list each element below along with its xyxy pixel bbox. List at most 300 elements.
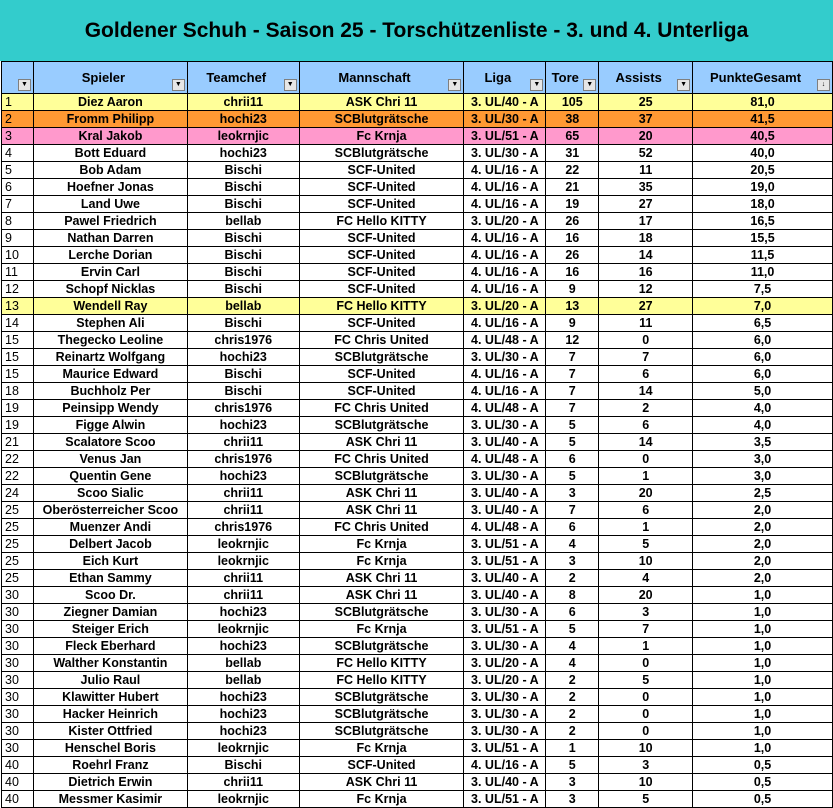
cell-assists[interactable]: 1 bbox=[599, 519, 693, 536]
cell-mannschaft[interactable]: SCBlutgrätsche bbox=[299, 638, 464, 655]
cell-rank[interactable]: 22 bbox=[2, 451, 34, 468]
cell-liga[interactable]: 4. UL/16 - A bbox=[464, 196, 546, 213]
filter-dropdown-icon[interactable]: ▼ bbox=[18, 79, 31, 91]
cell-spieler[interactable]: Fleck Eberhard bbox=[33, 638, 187, 655]
cell-spieler[interactable]: Klawitter Hubert bbox=[33, 689, 187, 706]
cell-liga[interactable]: 3. UL/51 - A bbox=[464, 553, 546, 570]
cell-mannschaft[interactable]: ASK Chri 11 bbox=[299, 774, 464, 791]
cell-mannschaft[interactable]: SCBlutgrätsche bbox=[299, 723, 464, 740]
cell-teamchef[interactable]: bellab bbox=[187, 213, 299, 230]
cell-rank[interactable]: 30 bbox=[2, 740, 34, 757]
cell-mannschaft[interactable]: SCF-United bbox=[299, 281, 464, 298]
cell-mannschaft[interactable]: ASK Chri 11 bbox=[299, 502, 464, 519]
cell-liga[interactable]: 4. UL/16 - A bbox=[464, 366, 546, 383]
cell-mannschaft[interactable]: ASK Chri 11 bbox=[299, 587, 464, 604]
cell-tore[interactable]: 31 bbox=[546, 145, 599, 162]
cell-spieler[interactable]: Bott Eduard bbox=[33, 145, 187, 162]
cell-liga[interactable]: 3. UL/51 - A bbox=[464, 536, 546, 553]
cell-mannschaft[interactable]: SCF-United bbox=[299, 383, 464, 400]
cell-teamchef[interactable]: Bischi bbox=[187, 757, 299, 774]
cell-assists[interactable]: 6 bbox=[599, 417, 693, 434]
cell-rank[interactable]: 3 bbox=[2, 128, 34, 145]
cell-rank[interactable]: 19 bbox=[2, 417, 34, 434]
cell-mannschaft[interactable]: SCBlutgrätsche bbox=[299, 417, 464, 434]
cell-liga[interactable]: 3. UL/40 - A bbox=[464, 94, 546, 111]
cell-mannschaft[interactable]: SCF-United bbox=[299, 179, 464, 196]
cell-tore[interactable]: 7 bbox=[546, 366, 599, 383]
cell-punkte[interactable]: 18,0 bbox=[693, 196, 833, 213]
cell-mannschaft[interactable]: SCF-United bbox=[299, 366, 464, 383]
cell-tore[interactable]: 3 bbox=[546, 485, 599, 502]
cell-liga[interactable]: 4. UL/16 - A bbox=[464, 247, 546, 264]
cell-spieler[interactable]: Steiger Erich bbox=[33, 621, 187, 638]
cell-spieler[interactable]: Quentin Gene bbox=[33, 468, 187, 485]
cell-mannschaft[interactable]: SCBlutgrätsche bbox=[299, 468, 464, 485]
cell-spieler[interactable]: Kister Ottfried bbox=[33, 723, 187, 740]
cell-rank[interactable]: 1 bbox=[2, 94, 34, 111]
cell-assists[interactable]: 0 bbox=[599, 332, 693, 349]
cell-mannschaft[interactable]: FC Chris United bbox=[299, 332, 464, 349]
cell-rank[interactable]: 19 bbox=[2, 400, 34, 417]
cell-liga[interactable]: 3. UL/40 - A bbox=[464, 485, 546, 502]
cell-tore[interactable]: 9 bbox=[546, 281, 599, 298]
cell-tore[interactable]: 2 bbox=[546, 723, 599, 740]
cell-teamchef[interactable]: leokrnjic bbox=[187, 553, 299, 570]
cell-rank[interactable]: 9 bbox=[2, 230, 34, 247]
cell-spieler[interactable]: Stephen Ali bbox=[33, 315, 187, 332]
cell-teamchef[interactable]: chrii11 bbox=[187, 485, 299, 502]
cell-tore[interactable]: 5 bbox=[546, 621, 599, 638]
cell-teamchef[interactable]: chrii11 bbox=[187, 570, 299, 587]
cell-mannschaft[interactable]: FC Hello KITTY bbox=[299, 672, 464, 689]
cell-spieler[interactable]: Wendell Ray bbox=[33, 298, 187, 315]
cell-rank[interactable]: 30 bbox=[2, 706, 34, 723]
cell-teamchef[interactable]: Bischi bbox=[187, 281, 299, 298]
cell-mannschaft[interactable]: SCBlutgrätsche bbox=[299, 145, 464, 162]
cell-punkte[interactable]: 1,0 bbox=[693, 604, 833, 621]
cell-tore[interactable]: 2 bbox=[546, 706, 599, 723]
cell-teamchef[interactable]: Bischi bbox=[187, 162, 299, 179]
cell-rank[interactable]: 15 bbox=[2, 349, 34, 366]
filter-dropdown-icon[interactable]: ▼ bbox=[530, 79, 543, 91]
cell-tore[interactable]: 13 bbox=[546, 298, 599, 315]
cell-rank[interactable]: 40 bbox=[2, 774, 34, 791]
cell-tore[interactable]: 12 bbox=[546, 332, 599, 349]
cell-punkte[interactable]: 1,0 bbox=[693, 723, 833, 740]
cell-tore[interactable]: 26 bbox=[546, 247, 599, 264]
cell-spieler[interactable]: Scalatore Scoo bbox=[33, 434, 187, 451]
cell-mannschaft[interactable]: Fc Krnja bbox=[299, 553, 464, 570]
cell-rank[interactable]: 25 bbox=[2, 536, 34, 553]
cell-liga[interactable]: 4. UL/48 - A bbox=[464, 451, 546, 468]
cell-spieler[interactable]: Scoo Sialic bbox=[33, 485, 187, 502]
cell-assists[interactable]: 7 bbox=[599, 621, 693, 638]
cell-spieler[interactable]: Oberösterreicher Scoo bbox=[33, 502, 187, 519]
cell-tore[interactable]: 2 bbox=[546, 570, 599, 587]
cell-rank[interactable]: 21 bbox=[2, 434, 34, 451]
cell-teamchef[interactable]: leokrnjic bbox=[187, 621, 299, 638]
cell-punkte[interactable]: 1,0 bbox=[693, 740, 833, 757]
cell-mannschaft[interactable]: FC Chris United bbox=[299, 400, 464, 417]
cell-assists[interactable]: 5 bbox=[599, 672, 693, 689]
cell-spieler[interactable]: Hacker Heinrich bbox=[33, 706, 187, 723]
cell-teamchef[interactable]: hochi23 bbox=[187, 638, 299, 655]
cell-liga[interactable]: 3. UL/40 - A bbox=[464, 587, 546, 604]
cell-tore[interactable]: 7 bbox=[546, 400, 599, 417]
cell-punkte[interactable]: 1,0 bbox=[693, 587, 833, 604]
cell-teamchef[interactable]: hochi23 bbox=[187, 145, 299, 162]
cell-punkte[interactable]: 11,5 bbox=[693, 247, 833, 264]
cell-assists[interactable]: 27 bbox=[599, 298, 693, 315]
cell-assists[interactable]: 2 bbox=[599, 400, 693, 417]
cell-mannschaft[interactable]: ASK Chri 11 bbox=[299, 570, 464, 587]
cell-liga[interactable]: 3. UL/51 - A bbox=[464, 791, 546, 808]
cell-liga[interactable]: 4. UL/48 - A bbox=[464, 332, 546, 349]
cell-assists[interactable]: 12 bbox=[599, 281, 693, 298]
cell-spieler[interactable]: Ethan Sammy bbox=[33, 570, 187, 587]
cell-tore[interactable]: 8 bbox=[546, 587, 599, 604]
cell-assists[interactable]: 14 bbox=[599, 383, 693, 400]
cell-teamchef[interactable]: chrii11 bbox=[187, 774, 299, 791]
cell-punkte[interactable]: 4,0 bbox=[693, 417, 833, 434]
cell-liga[interactable]: 4. UL/16 - A bbox=[464, 162, 546, 179]
cell-liga[interactable]: 3. UL/30 - A bbox=[464, 689, 546, 706]
cell-assists[interactable]: 35 bbox=[599, 179, 693, 196]
cell-spieler[interactable]: Figge Alwin bbox=[33, 417, 187, 434]
cell-assists[interactable]: 0 bbox=[599, 706, 693, 723]
cell-spieler[interactable]: Venus Jan bbox=[33, 451, 187, 468]
cell-mannschaft[interactable]: FC Hello KITTY bbox=[299, 213, 464, 230]
cell-punkte[interactable]: 1,0 bbox=[693, 706, 833, 723]
cell-assists[interactable]: 17 bbox=[599, 213, 693, 230]
cell-punkte[interactable]: 40,5 bbox=[693, 128, 833, 145]
cell-punkte[interactable]: 6,0 bbox=[693, 366, 833, 383]
cell-assists[interactable]: 14 bbox=[599, 434, 693, 451]
cell-teamchef[interactable]: hochi23 bbox=[187, 706, 299, 723]
cell-tore[interactable]: 5 bbox=[546, 434, 599, 451]
cell-rank[interactable]: 7 bbox=[2, 196, 34, 213]
cell-punkte[interactable]: 1,0 bbox=[693, 655, 833, 672]
cell-mannschaft[interactable]: SCBlutgrätsche bbox=[299, 604, 464, 621]
cell-tore[interactable]: 65 bbox=[546, 128, 599, 145]
cell-tore[interactable]: 5 bbox=[546, 757, 599, 774]
cell-tore[interactable]: 1 bbox=[546, 740, 599, 757]
cell-teamchef[interactable]: chrii11 bbox=[187, 587, 299, 604]
cell-spieler[interactable]: Julio Raul bbox=[33, 672, 187, 689]
cell-rank[interactable]: 14 bbox=[2, 315, 34, 332]
cell-teamchef[interactable]: Bischi bbox=[187, 383, 299, 400]
cell-spieler[interactable]: Lerche Dorian bbox=[33, 247, 187, 264]
cell-assists[interactable]: 4 bbox=[599, 570, 693, 587]
cell-punkte[interactable]: 15,5 bbox=[693, 230, 833, 247]
cell-assists[interactable]: 20 bbox=[599, 485, 693, 502]
cell-rank[interactable]: 12 bbox=[2, 281, 34, 298]
cell-spieler[interactable]: Bob Adam bbox=[33, 162, 187, 179]
cell-liga[interactable]: 3. UL/51 - A bbox=[464, 128, 546, 145]
filter-dropdown-icon[interactable]: ▼ bbox=[583, 79, 596, 91]
cell-mannschaft[interactable]: SCF-United bbox=[299, 230, 464, 247]
cell-spieler[interactable]: Ervin Carl bbox=[33, 264, 187, 281]
cell-rank[interactable]: 22 bbox=[2, 468, 34, 485]
cell-teamchef[interactable]: chris1976 bbox=[187, 451, 299, 468]
cell-punkte[interactable]: 3,5 bbox=[693, 434, 833, 451]
cell-mannschaft[interactable]: ASK Chri 11 bbox=[299, 94, 464, 111]
cell-rank[interactable]: 30 bbox=[2, 621, 34, 638]
cell-tore[interactable]: 22 bbox=[546, 162, 599, 179]
cell-assists[interactable]: 20 bbox=[599, 128, 693, 145]
cell-mannschaft[interactable]: SCBlutgrätsche bbox=[299, 689, 464, 706]
cell-tore[interactable]: 16 bbox=[546, 230, 599, 247]
cell-spieler[interactable]: Kral Jakob bbox=[33, 128, 187, 145]
cell-rank[interactable]: 11 bbox=[2, 264, 34, 281]
cell-tore[interactable]: 2 bbox=[546, 689, 599, 706]
cell-teamchef[interactable]: bellab bbox=[187, 655, 299, 672]
cell-tore[interactable]: 2 bbox=[546, 672, 599, 689]
cell-teamchef[interactable]: chrii11 bbox=[187, 434, 299, 451]
cell-assists[interactable]: 10 bbox=[599, 740, 693, 757]
cell-rank[interactable]: 40 bbox=[2, 757, 34, 774]
cell-tore[interactable]: 26 bbox=[546, 213, 599, 230]
cell-punkte[interactable]: 41,5 bbox=[693, 111, 833, 128]
cell-rank[interactable]: 5 bbox=[2, 162, 34, 179]
cell-teamchef[interactable]: Bischi bbox=[187, 247, 299, 264]
cell-punkte[interactable]: 2,0 bbox=[693, 502, 833, 519]
cell-assists[interactable]: 0 bbox=[599, 689, 693, 706]
cell-liga[interactable]: 3. UL/30 - A bbox=[464, 638, 546, 655]
cell-rank[interactable]: 30 bbox=[2, 655, 34, 672]
cell-teamchef[interactable]: bellab bbox=[187, 672, 299, 689]
cell-spieler[interactable]: Reinartz Wolfgang bbox=[33, 349, 187, 366]
cell-mannschaft[interactable]: FC Chris United bbox=[299, 451, 464, 468]
filter-dropdown-icon[interactable]: ▼ bbox=[172, 79, 185, 91]
cell-liga[interactable]: 4. UL/48 - A bbox=[464, 519, 546, 536]
cell-liga[interactable]: 3. UL/30 - A bbox=[464, 723, 546, 740]
cell-mannschaft[interactable]: Fc Krnja bbox=[299, 621, 464, 638]
cell-assists[interactable]: 14 bbox=[599, 247, 693, 264]
cell-rank[interactable]: 10 bbox=[2, 247, 34, 264]
cell-spieler[interactable]: Fromm Philipp bbox=[33, 111, 187, 128]
cell-spieler[interactable]: Ziegner Damian bbox=[33, 604, 187, 621]
cell-teamchef[interactable]: Bischi bbox=[187, 230, 299, 247]
cell-tore[interactable]: 6 bbox=[546, 519, 599, 536]
cell-liga[interactable]: 3. UL/40 - A bbox=[464, 774, 546, 791]
sort-descending-icon[interactable]: ↓ bbox=[817, 79, 830, 91]
cell-teamchef[interactable]: hochi23 bbox=[187, 689, 299, 706]
cell-teamchef[interactable]: hochi23 bbox=[187, 604, 299, 621]
cell-liga[interactable]: 3. UL/30 - A bbox=[464, 145, 546, 162]
cell-assists[interactable]: 20 bbox=[599, 587, 693, 604]
cell-teamchef[interactable]: Bischi bbox=[187, 196, 299, 213]
cell-assists[interactable]: 6 bbox=[599, 366, 693, 383]
cell-liga[interactable]: 4. UL/16 - A bbox=[464, 264, 546, 281]
cell-spieler[interactable]: Messmer Kasimir bbox=[33, 791, 187, 808]
filter-dropdown-icon[interactable]: ▼ bbox=[677, 79, 690, 91]
cell-assists[interactable]: 0 bbox=[599, 723, 693, 740]
cell-punkte[interactable]: 1,0 bbox=[693, 638, 833, 655]
cell-liga[interactable]: 3. UL/30 - A bbox=[464, 468, 546, 485]
cell-spieler[interactable]: Henschel Boris bbox=[33, 740, 187, 757]
cell-assists[interactable]: 0 bbox=[599, 655, 693, 672]
cell-liga[interactable]: 4. UL/16 - A bbox=[464, 230, 546, 247]
cell-liga[interactable]: 3. UL/51 - A bbox=[464, 621, 546, 638]
cell-punkte[interactable]: 81,0 bbox=[693, 94, 833, 111]
cell-liga[interactable]: 4. UL/16 - A bbox=[464, 315, 546, 332]
cell-teamchef[interactable]: leokrnjic bbox=[187, 791, 299, 808]
cell-assists[interactable]: 1 bbox=[599, 638, 693, 655]
cell-mannschaft[interactable]: Fc Krnja bbox=[299, 791, 464, 808]
cell-mannschaft[interactable]: SCF-United bbox=[299, 196, 464, 213]
cell-tore[interactable]: 105 bbox=[546, 94, 599, 111]
cell-teamchef[interactable]: Bischi bbox=[187, 179, 299, 196]
cell-liga[interactable]: 3. UL/30 - A bbox=[464, 604, 546, 621]
cell-mannschaft[interactable]: SCF-United bbox=[299, 264, 464, 281]
cell-punkte[interactable]: 20,5 bbox=[693, 162, 833, 179]
cell-tore[interactable]: 19 bbox=[546, 196, 599, 213]
cell-teamchef[interactable]: hochi23 bbox=[187, 723, 299, 740]
cell-rank[interactable]: 30 bbox=[2, 689, 34, 706]
cell-teamchef[interactable]: chris1976 bbox=[187, 332, 299, 349]
cell-tore[interactable]: 7 bbox=[546, 502, 599, 519]
cell-mannschaft[interactable]: SCF-United bbox=[299, 315, 464, 332]
cell-spieler[interactable]: Thegecko Leoline bbox=[33, 332, 187, 349]
cell-teamchef[interactable]: chrii11 bbox=[187, 502, 299, 519]
cell-teamchef[interactable]: hochi23 bbox=[187, 349, 299, 366]
cell-liga[interactable]: 3. UL/30 - A bbox=[464, 349, 546, 366]
cell-rank[interactable]: 30 bbox=[2, 672, 34, 689]
cell-rank[interactable]: 24 bbox=[2, 485, 34, 502]
cell-spieler[interactable]: Eich Kurt bbox=[33, 553, 187, 570]
cell-punkte[interactable]: 1,0 bbox=[693, 672, 833, 689]
cell-teamchef[interactable]: chris1976 bbox=[187, 519, 299, 536]
cell-spieler[interactable]: Pawel Friedrich bbox=[33, 213, 187, 230]
cell-punkte[interactable]: 7,0 bbox=[693, 298, 833, 315]
cell-rank[interactable]: 6 bbox=[2, 179, 34, 196]
cell-assists[interactable]: 27 bbox=[599, 196, 693, 213]
cell-rank[interactable]: 25 bbox=[2, 570, 34, 587]
cell-punkte[interactable]: 2,0 bbox=[693, 536, 833, 553]
cell-spieler[interactable]: Roehrl Franz bbox=[33, 757, 187, 774]
cell-punkte[interactable]: 1,0 bbox=[693, 621, 833, 638]
filter-dropdown-icon[interactable]: ▼ bbox=[284, 79, 297, 91]
cell-assists[interactable]: 5 bbox=[599, 791, 693, 808]
cell-tore[interactable]: 4 bbox=[546, 638, 599, 655]
cell-spieler[interactable]: Scoo Dr. bbox=[33, 587, 187, 604]
cell-spieler[interactable]: Land Uwe bbox=[33, 196, 187, 213]
cell-tore[interactable]: 6 bbox=[546, 604, 599, 621]
cell-liga[interactable]: 4. UL/48 - A bbox=[464, 400, 546, 417]
cell-punkte[interactable]: 7,5 bbox=[693, 281, 833, 298]
cell-tore[interactable]: 21 bbox=[546, 179, 599, 196]
cell-assists[interactable]: 1 bbox=[599, 468, 693, 485]
cell-mannschaft[interactable]: SCF-United bbox=[299, 247, 464, 264]
cell-tore[interactable]: 7 bbox=[546, 383, 599, 400]
cell-teamchef[interactable]: hochi23 bbox=[187, 111, 299, 128]
cell-spieler[interactable]: Walther Konstantin bbox=[33, 655, 187, 672]
cell-liga[interactable]: 4. UL/16 - A bbox=[464, 281, 546, 298]
cell-liga[interactable]: 3. UL/40 - A bbox=[464, 570, 546, 587]
cell-punkte[interactable]: 3,0 bbox=[693, 468, 833, 485]
cell-spieler[interactable]: Nathan Darren bbox=[33, 230, 187, 247]
cell-punkte[interactable]: 40,0 bbox=[693, 145, 833, 162]
cell-assists[interactable]: 10 bbox=[599, 553, 693, 570]
cell-tore[interactable]: 6 bbox=[546, 451, 599, 468]
cell-liga[interactable]: 3. UL/30 - A bbox=[464, 417, 546, 434]
cell-tore[interactable]: 38 bbox=[546, 111, 599, 128]
cell-punkte[interactable]: 2,0 bbox=[693, 553, 833, 570]
cell-punkte[interactable]: 19,0 bbox=[693, 179, 833, 196]
cell-mannschaft[interactable]: ASK Chri 11 bbox=[299, 434, 464, 451]
cell-tore[interactable]: 5 bbox=[546, 468, 599, 485]
cell-spieler[interactable]: Dietrich Erwin bbox=[33, 774, 187, 791]
cell-teamchef[interactable]: hochi23 bbox=[187, 417, 299, 434]
cell-mannschaft[interactable]: Fc Krnja bbox=[299, 740, 464, 757]
cell-punkte[interactable]: 2,5 bbox=[693, 485, 833, 502]
cell-liga[interactable]: 3. UL/20 - A bbox=[464, 655, 546, 672]
cell-punkte[interactable]: 0,5 bbox=[693, 774, 833, 791]
cell-teamchef[interactable]: leokrnjic bbox=[187, 128, 299, 145]
cell-spieler[interactable]: Maurice Edward bbox=[33, 366, 187, 383]
cell-rank[interactable]: 8 bbox=[2, 213, 34, 230]
cell-mannschaft[interactable]: FC Hello KITTY bbox=[299, 298, 464, 315]
cell-liga[interactable]: 3. UL/40 - A bbox=[464, 434, 546, 451]
cell-assists[interactable]: 52 bbox=[599, 145, 693, 162]
cell-punkte[interactable]: 1,0 bbox=[693, 689, 833, 706]
cell-rank[interactable]: 40 bbox=[2, 791, 34, 808]
cell-mannschaft[interactable]: SCBlutgrätsche bbox=[299, 111, 464, 128]
cell-rank[interactable]: 25 bbox=[2, 519, 34, 536]
cell-mannschaft[interactable]: SCBlutgrätsche bbox=[299, 706, 464, 723]
cell-liga[interactable]: 3. UL/20 - A bbox=[464, 298, 546, 315]
cell-punkte[interactable]: 6,0 bbox=[693, 349, 833, 366]
cell-spieler[interactable]: Muenzer Andi bbox=[33, 519, 187, 536]
cell-assists[interactable]: 5 bbox=[599, 536, 693, 553]
cell-spieler[interactable]: Peinsipp Wendy bbox=[33, 400, 187, 417]
cell-liga[interactable]: 3. UL/40 - A bbox=[464, 502, 546, 519]
cell-teamchef[interactable]: leokrnjic bbox=[187, 536, 299, 553]
cell-liga[interactable]: 3. UL/30 - A bbox=[464, 111, 546, 128]
cell-spieler[interactable]: Schopf Nicklas bbox=[33, 281, 187, 298]
cell-tore[interactable]: 7 bbox=[546, 349, 599, 366]
cell-rank[interactable]: 4 bbox=[2, 145, 34, 162]
cell-mannschaft[interactable]: Fc Krnja bbox=[299, 128, 464, 145]
cell-rank[interactable]: 25 bbox=[2, 553, 34, 570]
cell-rank[interactable]: 30 bbox=[2, 604, 34, 621]
cell-rank[interactable]: 13 bbox=[2, 298, 34, 315]
cell-punkte[interactable]: 11,0 bbox=[693, 264, 833, 281]
cell-punkte[interactable]: 5,0 bbox=[693, 383, 833, 400]
cell-assists[interactable]: 6 bbox=[599, 502, 693, 519]
cell-punkte[interactable]: 16,5 bbox=[693, 213, 833, 230]
cell-mannschaft[interactable]: Fc Krnja bbox=[299, 536, 464, 553]
filter-dropdown-icon[interactable]: ▼ bbox=[448, 79, 461, 91]
cell-teamchef[interactable]: Bischi bbox=[187, 264, 299, 281]
cell-tore[interactable]: 3 bbox=[546, 791, 599, 808]
cell-spieler[interactable]: Delbert Jacob bbox=[33, 536, 187, 553]
cell-rank[interactable]: 30 bbox=[2, 587, 34, 604]
cell-spieler[interactable]: Hoefner Jonas bbox=[33, 179, 187, 196]
cell-rank[interactable]: 25 bbox=[2, 502, 34, 519]
cell-tore[interactable]: 3 bbox=[546, 553, 599, 570]
cell-assists[interactable]: 11 bbox=[599, 162, 693, 179]
cell-rank[interactable]: 15 bbox=[2, 366, 34, 383]
cell-liga[interactable]: 4. UL/16 - A bbox=[464, 383, 546, 400]
cell-mannschaft[interactable]: SCBlutgrätsche bbox=[299, 349, 464, 366]
cell-liga[interactable]: 3. UL/20 - A bbox=[464, 672, 546, 689]
cell-rank[interactable]: 2 bbox=[2, 111, 34, 128]
cell-assists[interactable]: 0 bbox=[599, 451, 693, 468]
cell-assists[interactable]: 7 bbox=[599, 349, 693, 366]
cell-liga[interactable]: 4. UL/16 - A bbox=[464, 757, 546, 774]
